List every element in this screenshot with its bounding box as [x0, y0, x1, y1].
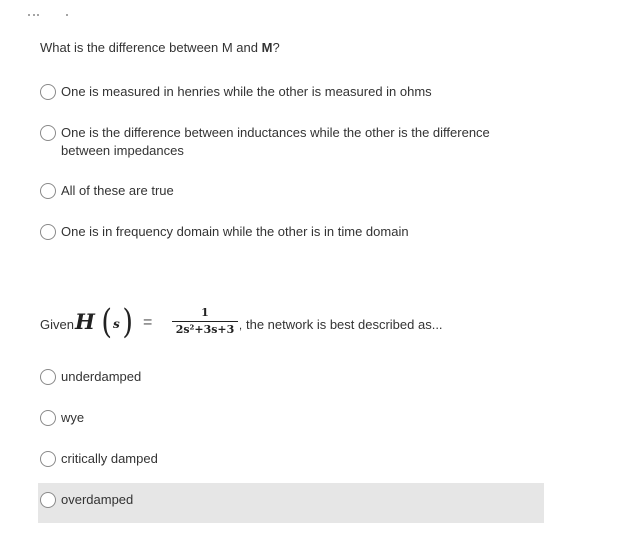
question-2-tail: the network is best described as... [246, 317, 443, 332]
q2-option-3[interactable] [40, 450, 521, 468]
radio-button[interactable] [40, 451, 56, 467]
option-label: critically damped [61, 451, 158, 466]
option-label: One is measured in henries while the other is measured in ohms [61, 84, 432, 99]
question-1-text-end: ? [272, 40, 280, 55]
numerator: 1 [201, 306, 209, 319]
fraction [170, 306, 243, 337]
given-label: Given [40, 317, 74, 332]
radio-button[interactable] [40, 183, 56, 199]
variable-s: s [113, 317, 120, 331]
right-paren: ) [122, 302, 133, 342]
option-label: wye [61, 410, 85, 425]
question-1-text-part: What is the difference between M and [40, 40, 262, 55]
option-label: All of these are true [61, 183, 174, 198]
q2-option-4[interactable] [40, 491, 521, 509]
option-label: underdamped [61, 369, 142, 384]
left-paren: ( [101, 302, 112, 342]
question-1-bold-m: M [261, 40, 273, 55]
equals-sign: = [143, 314, 153, 331]
comma: , [239, 320, 243, 332]
transfer-function-name: H [75, 309, 95, 334]
q2-option-2[interactable] [40, 409, 521, 427]
q1-option-2[interactable] [40, 124, 521, 160]
q1-option-4[interactable] [40, 223, 521, 241]
top-decoration [28, 14, 88, 22]
denominator: 2s²+3s+3 [175, 323, 235, 336]
q1-option-3[interactable] [40, 182, 521, 200]
q1-option-1[interactable] [40, 83, 521, 101]
radio-button[interactable] [40, 84, 56, 100]
option-label: overdamped [61, 492, 134, 507]
q2-option-1[interactable] [40, 368, 521, 386]
question-1-text [40, 40, 280, 55]
fraction-bar [172, 321, 238, 322]
radio-button[interactable] [40, 369, 56, 385]
option-label: One is the difference between inductances while the other is the difference between impedances [61, 125, 490, 158]
radio-button[interactable] [40, 125, 56, 141]
radio-button[interactable] [40, 410, 56, 426]
option-label: One is in frequency domain while the other is in time domain [61, 224, 409, 239]
radio-button[interactable] [40, 492, 56, 508]
radio-button[interactable] [40, 224, 56, 240]
